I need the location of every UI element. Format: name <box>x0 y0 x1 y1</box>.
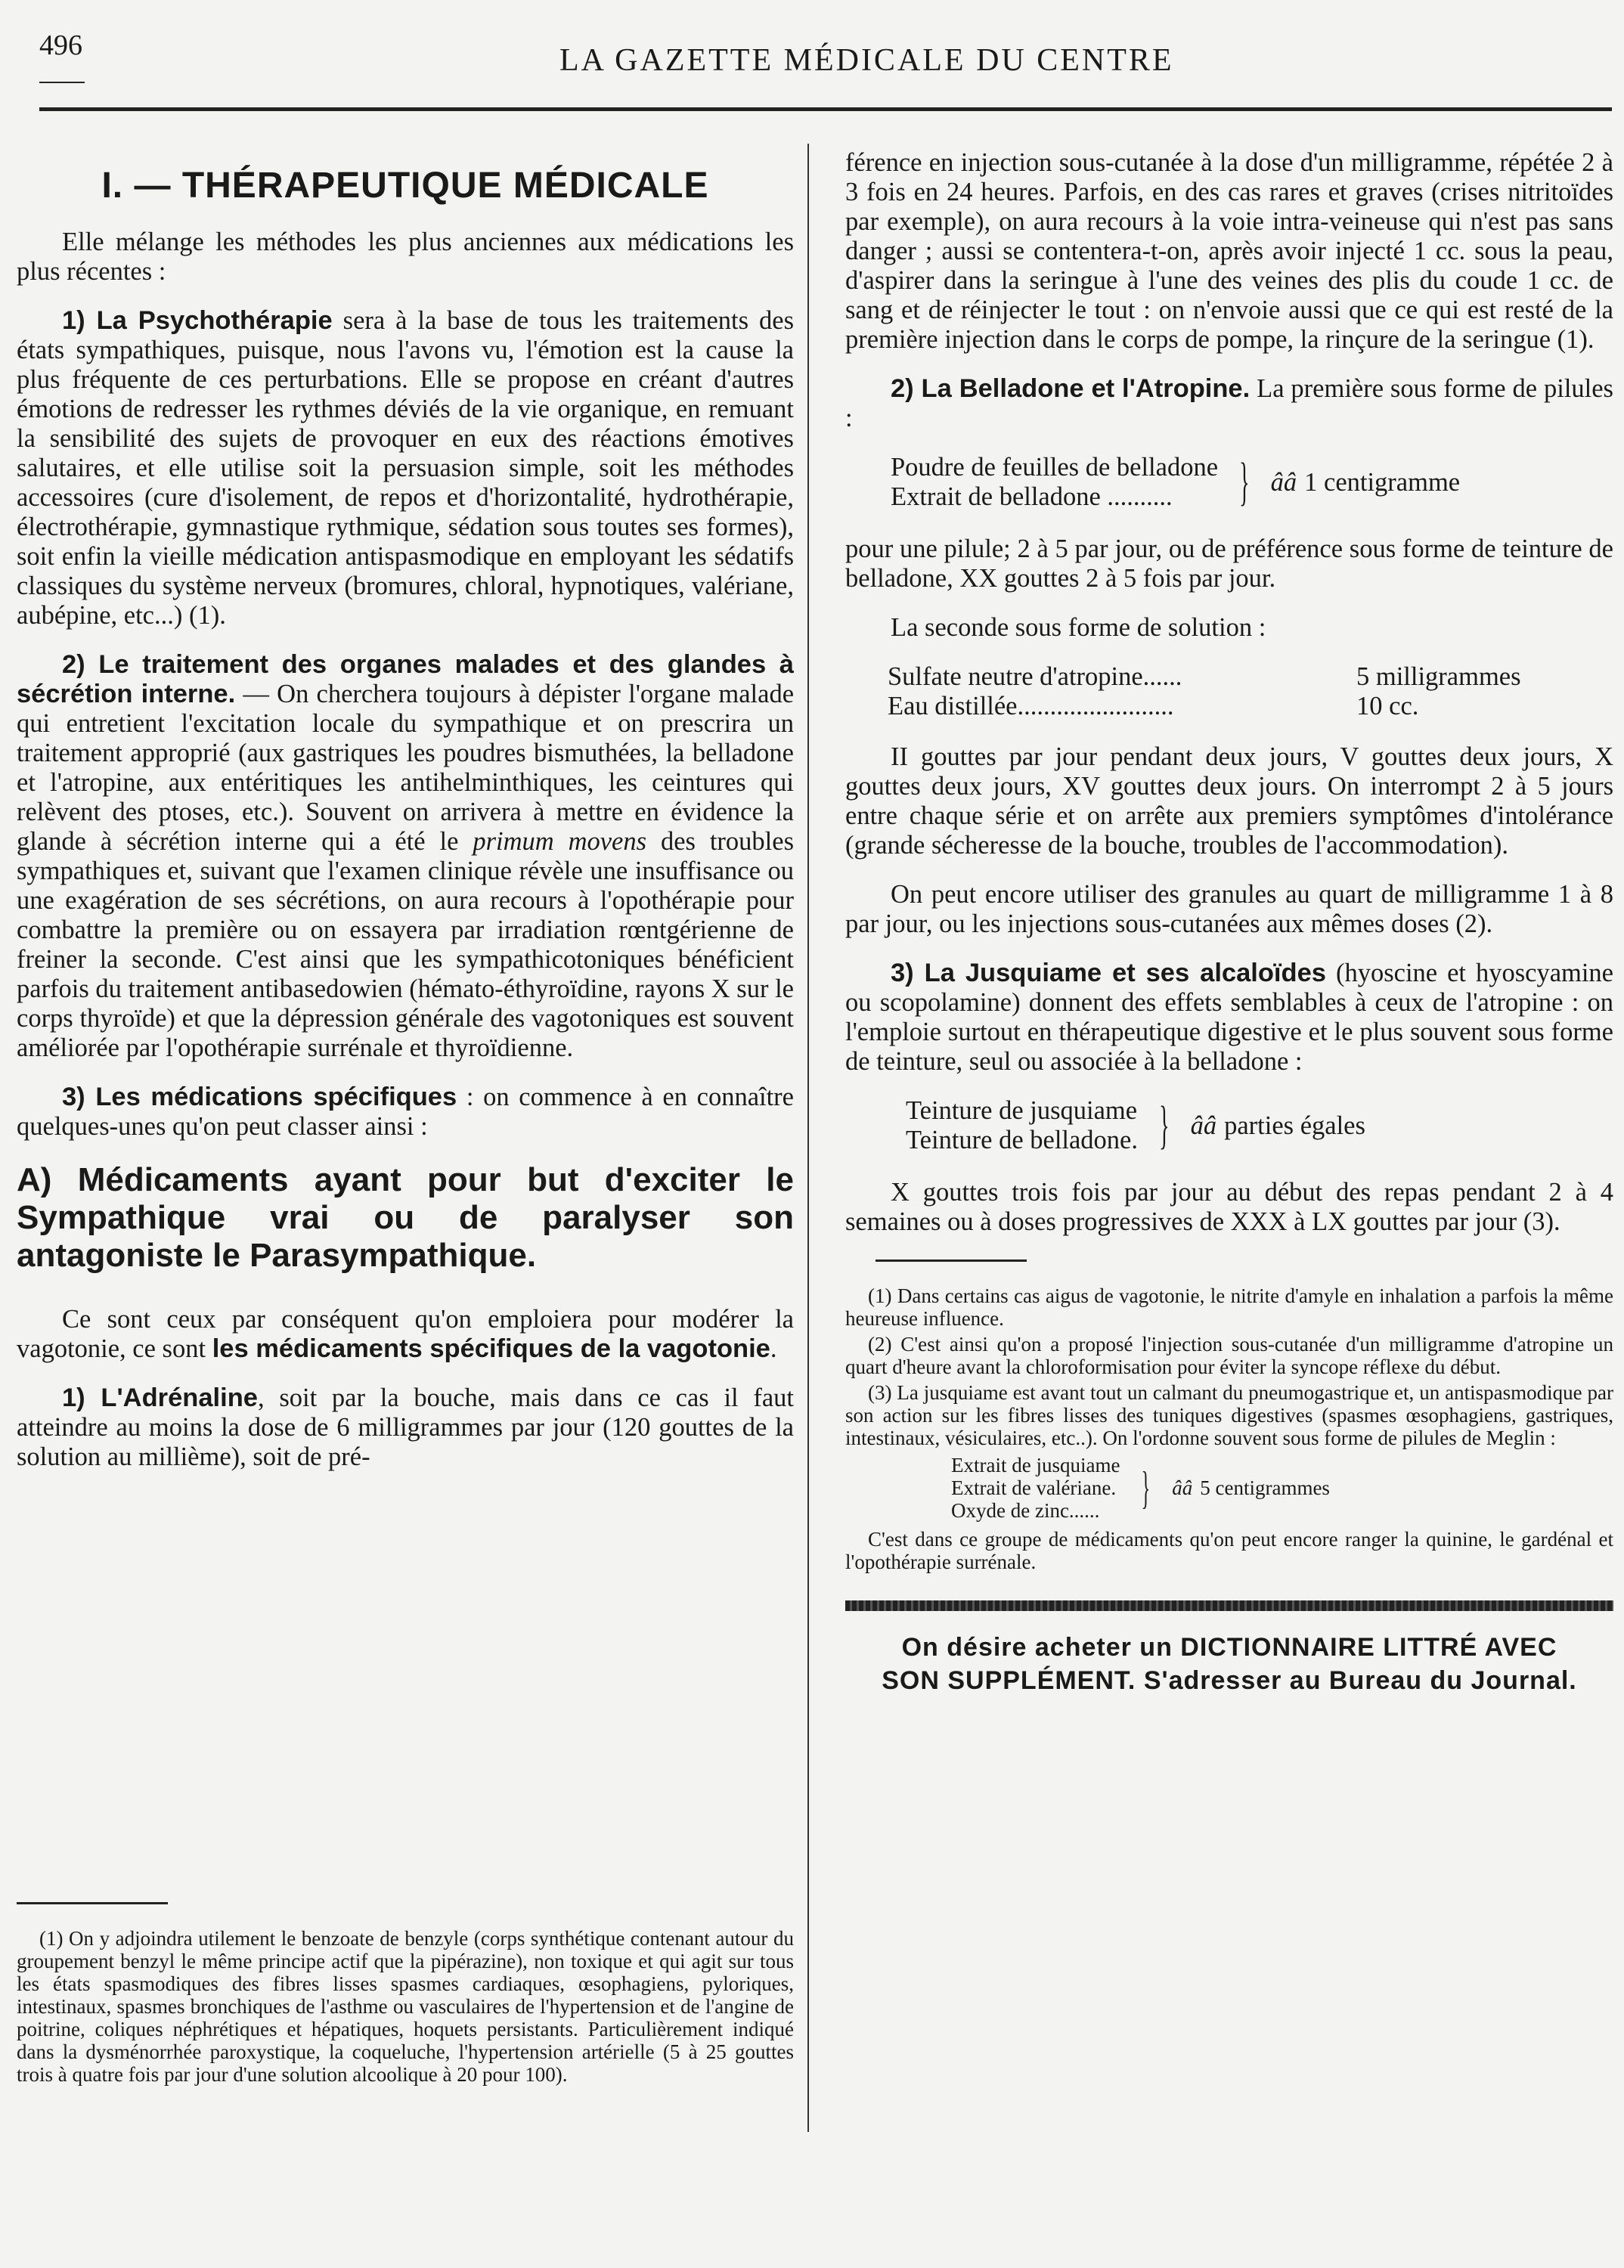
formula-aa: ââ <box>1172 1476 1193 1499</box>
organ-treatment-lead: 2) Le traitement des organes malades et des glandes à sécrétion interne. <box>17 650 794 708</box>
footnote-1: (1) On y adjoindra utilement le benzoate de benzyle (corps synthétique contenant autour du groupement benzyl le même principe actif que la pipérazine), non toxique et qui agit sur tous les états spasmodiques des fibres lisses spasmes cardiaques, œsophagiens, pyloriques, intestinaux, spasmes bronchiques de l'asthme ou vasculaires de l'hypertension et de l'angine de poitrine, coliques néphrétiques et hépatiques, hoquets persistants. Particulièrement indiqué dans la dysménorrhée paroxystique, la coqueluche, l'hypertension artérielle (5 à 25 gouttes trois à quatre fois par jour d'une solution alcoolique à 20 pour 100). <box>17 1927 794 2086</box>
adrenaline-continued: férence en injection sous-cutanée à la dose d'un milligramme, répétée 2 à 3 fois en 24 heures. Parfois, en des cas rares et graves (crises nitritoïdes par exemple), on aura recours à la voie intra-veineuse qui n'est pas sans danger ; aussi se contentera-t-on, après avoir injecté 1 cc. sous la peau, d'aspirer dans la seringue à l'une des veines des plis du coude 1 cc. de sang et de réinjecter le tout : on n'envoie aussi que ce qui est resté de la première injection dans le corps de pompe, la rinçure de la seringue (1). <box>845 148 1613 354</box>
formula-item: Eau distillée........................ <box>888 692 1174 720</box>
footnote-3: (3) La jusquiame est avant tout un calmant du pneumogastrique et, un antispasmodique par son action sur les fibres lisses des tuniques digestives (spasmes œsophagiens, gastriques, intestinaux, vésiculaires, etc..). On l'ordonne souvent sous forme de pilules de Meglin : <box>845 1381 1613 1449</box>
atropine-dosage-paragraph: II gouttes par jour pendant deux jours, V gouttes deux jours, X gouttes deux jours, XV gouttes deux jours. On interrompt 2 à 5 jours entre chaque série et on arrête aux premiers symptômes d'intolérance (grande sécheresse de la bouche, troubles de l'accommodation). <box>845 742 1613 860</box>
journal-title: LA GAZETTE MÉDICALE DU CENTRE <box>559 43 1174 78</box>
formula-aa: ââ <box>1270 467 1297 497</box>
belladonna-pill-formula <box>891 453 1613 512</box>
adrenaline-text: , soit par la bouche, mais dans ce cas il faut atteindre au moins la dose de 6 milligrammes par jour (120 gouttes de la solution au millième), soit de pré- <box>17 1383 794 1471</box>
column-divider <box>807 144 809 2132</box>
pill-dosage-paragraph: pour une pilule; 2 à 5 par jour, ou de préférence sous forme de teinture de belladone, XX gouttes 2 à 5 fois par jour. <box>845 534 1613 593</box>
brace-symbol: } <box>1239 453 1250 511</box>
brace-symbol: } <box>1142 1463 1151 1513</box>
subsection-a-heading: A) Médicaments ayant pour but d'exciter le Sympathique vrai ou de paralyser son antagoniste le Parasympathique. <box>17 1161 794 1274</box>
footnote-2: (2) C'est ainsi qu'on a proposé l'injection sous-cutanée d'un milligramme d'atropine un quart d'heure avant la chloroformisation pour éviter la syncope réflexe du début. <box>845 1333 1613 1378</box>
atropine-solution-formula <box>888 662 1613 721</box>
formula-item: Teinture de jusquiame <box>906 1096 1138 1125</box>
footnote-rule <box>876 1259 1027 1262</box>
formula-item: Poudre de feuilles de belladone <box>891 453 1219 482</box>
formula-item: Oxyde de zinc...... <box>951 1499 1100 1522</box>
adrenaline-lead: 1) L'Adrénaline <box>62 1383 258 1412</box>
advert-rule <box>845 1600 1613 1611</box>
intro-paragraph: Elle mélange les méthodes les plus anciennes aux médications les plus récentes : <box>17 228 794 286</box>
brace-symbol: } <box>1159 1096 1170 1154</box>
jusquiame-formula <box>906 1096 1613 1155</box>
belladonna-text: La première sous forme de pilules : <box>845 374 1613 432</box>
organ-treatment-text-a: — On cherchera toujours à dépister l'organe malade qui entretient l'excitation locale du sympathique et on prescrira un traitement approprié (aux gastriques les poudres bismuthées, la belladone et l'atropine, aux entéritiques les antihelminthiques, les ceintures qui relèvent des ptoses, etc.). Souvent on arrivera à mettre en évidence la glande à sécrétion interne qui a été le <box>17 680 795 856</box>
right-footnotes <box>845 1284 1613 1573</box>
specific-medications-lead: 3) Les médications spécifiques <box>62 1083 457 1111</box>
footnote-4: C'est dans ce groupe de médicaments qu'on peut encore ranger la quinine, le gardénal et l'opothérapie surrénale. <box>845 1528 1613 1573</box>
vagotonia-end: . <box>770 1334 777 1363</box>
formula-item: Extrait de valériane. <box>951 1476 1117 1499</box>
section-title: I. — THÉRAPEUTIQUE MÉDICALE <box>101 166 709 206</box>
vagotonia-text: Ce sont ceux par conséquent qu'on emploiera pour modérer la vagotonie, ce sont <box>17 1305 794 1363</box>
left-footnotes <box>17 1879 794 2089</box>
footnote-rule <box>17 1902 168 1904</box>
adrenaline-paragraph <box>17 1383 794 1472</box>
formula-item: Extrait de belladone .......... <box>891 482 1173 511</box>
formula-dose: 1 centigramme <box>1304 467 1461 497</box>
page-number: 496 <box>39 29 82 61</box>
organ-treatment-text-b: des troubles sympathiques et, suivant que l'examen clinique révèle une insuffisance ou une exagération de ses sécrétions, on aura recours à l'opothérapie pour combattre la première ou on essayera par irradiation rœntgérienne de freiner la seconde. C'est ainsi que les sympathicotoniques bénéficient parfois du traitement antibasedowien (hémato-éthyroïdine, rayons X sur le corps thyroïde) et que la dépression générale des vagotoniques est souvent améliorée par l'opothérapie surrénale et thyroïdienne. <box>17 827 794 1062</box>
belladonna-lead: 2) La Belladone et l'Atropine. <box>891 374 1251 403</box>
specific-medications-text: : on commence à en connaître quelques-unes qu'on peut classer ainsi : <box>17 1083 794 1141</box>
meglin-pill-formula <box>951 1454 1613 1522</box>
page-number-underline <box>39 82 85 83</box>
specific-medications-paragraph <box>17 1083 794 1142</box>
jusquiame-paragraph <box>845 959 1613 1077</box>
primum-movens: primum movens <box>473 827 647 856</box>
formula-dose: parties égales <box>1224 1111 1365 1140</box>
psychotherapy-lead: 1) La Psychothérapie <box>62 306 333 335</box>
jusquiame-text: (hyoscine et hyoscyamine ou scopolamine) donnent des effets semblables à ceux de l'atropine : on l'emploie surtout en thérapeutique digestive et le plus souvent sous forme de teinture, seul ou associée à la belladone : <box>845 959 1613 1076</box>
advert-line: On désire acheter un DICTIONNAIRE LITTRÉ AVEC <box>901 1633 1557 1662</box>
organ-treatment-paragraph <box>17 650 794 1063</box>
jusquiame-lead: 3) La Jusquiame et ses alcaloïdes <box>891 959 1326 987</box>
belladonna-paragraph <box>845 374 1613 433</box>
formula-aa: ââ <box>1190 1111 1217 1140</box>
vagotonia-paragraph <box>17 1305 794 1364</box>
formula-dose: 5 centigrammes <box>1200 1476 1330 1499</box>
left-column <box>17 151 794 1492</box>
footnote-1: (1) Dans certains cas aigus de vagotonie, le nitrite d'amyle en inhalation a parfois la même heureuse influence. <box>845 1284 1613 1330</box>
psychotherapy-paragraph <box>17 306 794 631</box>
psychotherapy-text: sera à la base de tous les traitements des états sympathiques, puisque, nous l'avons vu, l'émotion est la cause la plus fréquente de ces perturbations. Elle se propose en créant d'autres émotions de redresser les rythmes déviés de la vie organique, en remuant la sensibilité des sujets de provoquer en eux des réactions émotives salutaires, et elle utilise soit la persuasion simple, soit les méthodes accessoires (cure d'isolement, de repos et d'horizontalité, hydrothérapie, électrothérapie, gymnastique rythmique, sédation sous toutes ses formes), soit enfin la vieille médication antispasmodique en employant les sédatifs classiques du système nerveux (bromures, chloral, hypnotiques, valériane, aubépine, etc...) (1). <box>17 306 794 630</box>
jusquiame-dosage-paragraph: X gouttes trois fois par jour au début des repas pendant 2 à 4 semaines ou à doses progressives de XXX à LX gouttes par jour (3). <box>845 1178 1613 1236</box>
vagotonia-bold: les médicaments spécifiques de la vagotonie <box>212 1334 770 1363</box>
header-rule <box>39 107 1612 111</box>
formula-dose: 10 cc. <box>1356 692 1419 720</box>
solution-intro: La seconde sous forme de solution : <box>891 613 1266 642</box>
right-column <box>845 148 1613 1697</box>
advert-line: SON SUPPLÉMENT. S'adresser au Bureau du Journal. <box>882 1666 1577 1695</box>
formula-dose: 5 milligrammes <box>1356 662 1521 691</box>
formula-item: Teinture de belladone. <box>906 1126 1138 1154</box>
granules-paragraph: On peut encore utiliser des granules au quart de milligramme 1 à 8 par jour, ou les injections sous-cutanées aux mêmes doses (2). <box>845 880 1613 938</box>
formula-item: Extrait de jusquiame <box>951 1454 1120 1476</box>
formula-item: Sulfate neutre d'atropine...... <box>888 662 1182 691</box>
advertisement <box>845 1631 1613 1697</box>
